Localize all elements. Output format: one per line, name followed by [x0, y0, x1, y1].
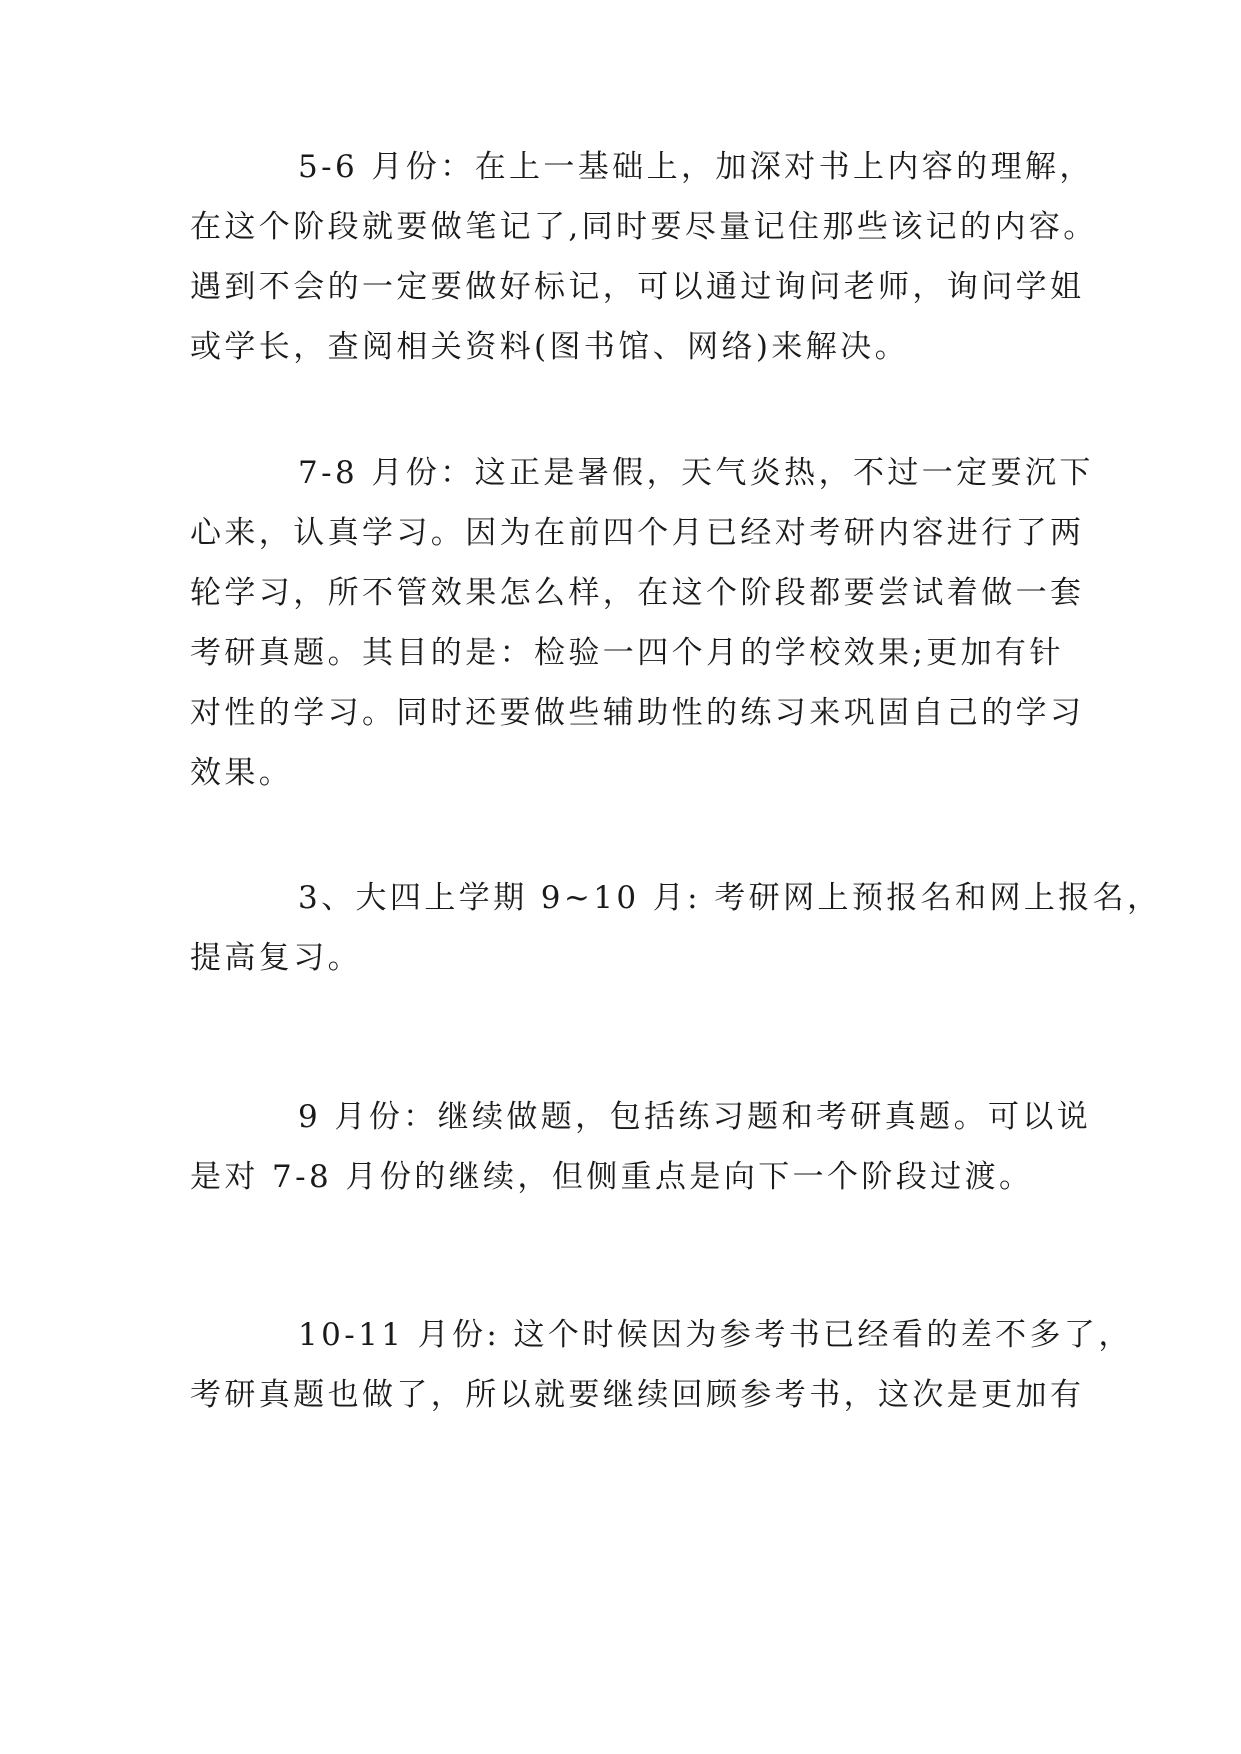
text-line: 效果。 [190, 755, 294, 791]
paragraph-october-november [190, 1305, 1133, 1425]
text-line: 心来，认真学习。因为在前四个月已经对考研内容进行了两 [190, 515, 1085, 551]
text-line: 提高复习。 [190, 940, 362, 976]
text-line: 7-8 月份：这正是暑假，天气炎热，不过一定要沉下 [298, 455, 1094, 491]
text-line: 考研真题。其目的是：检验一四个月的学校效果;更加有针 [190, 635, 1064, 671]
paragraph-may-june [190, 137, 1098, 377]
paragraph-july-august [190, 443, 1094, 803]
text-line: 9 月份：继续做题，包括练习题和考研真题。可以说 [298, 1099, 1092, 1135]
text-line: 对性的学习。同时还要做些辅助性的练习来巩固自己的学习 [190, 695, 1085, 731]
text-line: 10-11 月份: 这个时候因为参考书已经看的差不多了， [298, 1317, 1133, 1353]
text-line: 5-6 月份：在上一基础上，加深对书上内容的理解， [298, 149, 1094, 185]
text-line: 3、大四上学期 9~10 月: 考研网上预报名和网上报名， [298, 880, 1162, 916]
text-line: 轮学习，所不管效果怎么样，在这个阶段都要尝试着做一套 [190, 575, 1085, 611]
text-line: 遇到不会的一定要做好标记，可以通过询问老师，询问学姐 [190, 269, 1085, 305]
text-line: 是对 7-8 月份的继续，但侧重点是向下一个阶段过渡。 [190, 1159, 1034, 1195]
paragraph-senior-first-term [190, 868, 1162, 988]
text-line: 或学长，查阅相关资料(图书馆、网络)来解决。 [190, 329, 909, 365]
text-line: 考研真题也做了，所以就要继续回顾参考书，这次是更加有 [190, 1377, 1085, 1413]
paragraph-september [190, 1087, 1090, 1207]
text-line: 在这个阶段就要做笔记了,同时要尽量记住那些该记的内容。 [190, 209, 1098, 245]
